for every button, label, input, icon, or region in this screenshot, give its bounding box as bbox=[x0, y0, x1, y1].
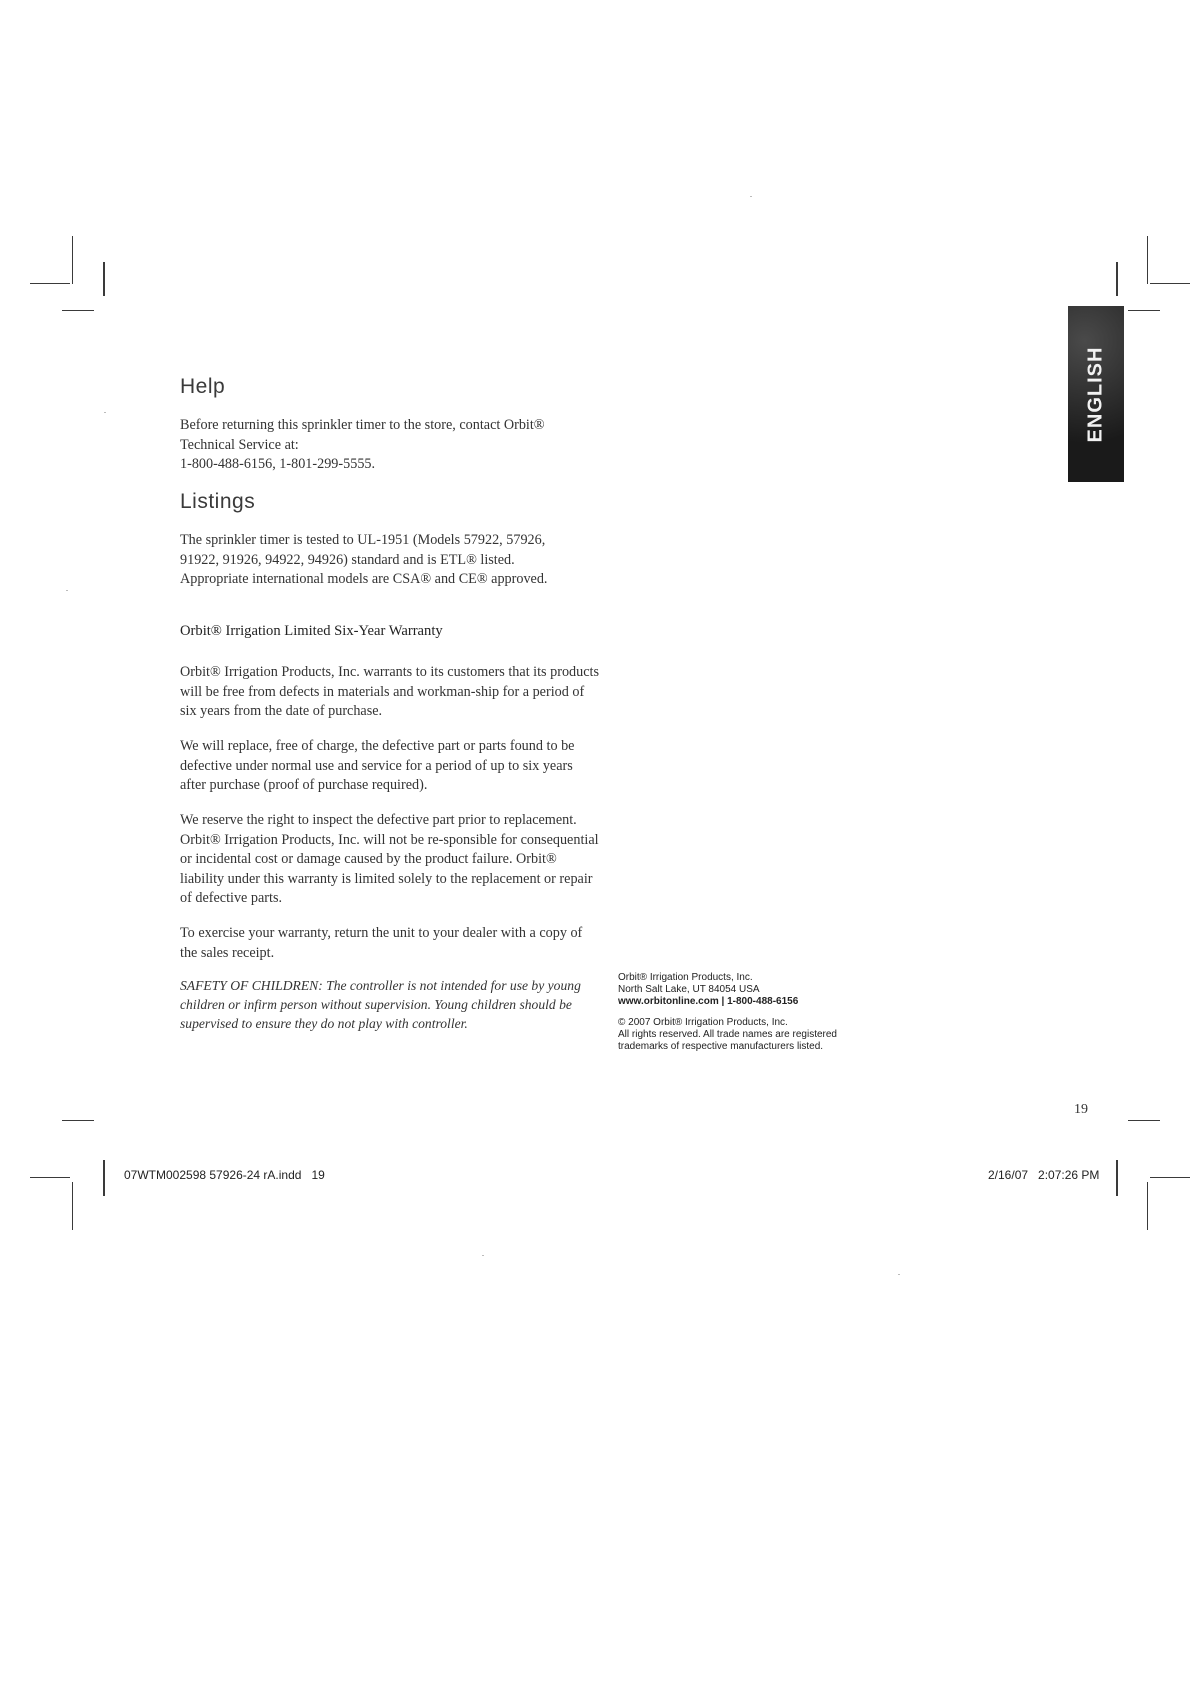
help-heading: Help bbox=[180, 375, 226, 398]
crop-mark bbox=[1150, 283, 1190, 284]
crop-mark bbox=[72, 236, 73, 284]
crop-mark bbox=[1150, 1177, 1190, 1178]
crop-mark bbox=[1147, 236, 1148, 284]
crop-mark bbox=[30, 283, 70, 284]
help-phone-numbers: 1-800-488-6156, 1-801-299-5555. bbox=[180, 456, 376, 472]
safety-note bbox=[180, 976, 600, 1033]
safety-lead: SAFETY OF CHILDREN: bbox=[180, 978, 323, 993]
listings-text: The sprinkler timer is tested to UL-1951 (Models 57922, 57926, 91922, 91926, 94922, 94926) standard and is ETL® listed. Appropriate international models are CSA® and CE® approved. bbox=[180, 532, 548, 587]
company-name: Orbit® Irrigation Products, Inc. bbox=[618, 972, 753, 983]
crop-mark bbox=[1116, 262, 1118, 296]
rights-line: All rights reserved. All trade names are registered bbox=[618, 1029, 837, 1040]
crop-mark bbox=[72, 1182, 73, 1230]
scan-speck bbox=[104, 412, 106, 413]
crop-mark bbox=[1116, 1160, 1118, 1196]
language-tab bbox=[1068, 306, 1124, 482]
rights-line: trademarks of respective manufacturers listed. bbox=[618, 1041, 824, 1052]
copyright: © 2007 Orbit® Irrigation Products, Inc. bbox=[618, 1017, 788, 1028]
file-slug: 07WTM002598 57926-24 rA.indd 19 bbox=[124, 1168, 325, 1182]
scan-speck bbox=[898, 1274, 900, 1275]
crop-mark bbox=[103, 262, 105, 296]
safety-text: The controller is not intended for use by young children or infirm person without supervision. Young children should be supervised to ensure they do not play with controller. bbox=[180, 978, 581, 1031]
language-tab-label: ENGLISH bbox=[1084, 346, 1107, 442]
help-line: Before returning this sprinkler timer to the store, contact Orbit® bbox=[180, 417, 545, 433]
crop-mark bbox=[103, 1160, 105, 1196]
warranty-paragraph: To exercise your warranty, return the unit to your dealer with a copy of the sales receipt. bbox=[180, 925, 583, 961]
crop-mark bbox=[62, 1120, 94, 1121]
help-line: Technical Service at: bbox=[180, 436, 299, 453]
help-text bbox=[180, 416, 620, 475]
crop-mark bbox=[1147, 1182, 1148, 1230]
warranty-paragraph: Orbit® Irrigation Products, Inc. warrants to its customers that its products will be free from defects in materials and workman-ship for a period of six years from the date of purchase. bbox=[180, 664, 599, 719]
crop-mark bbox=[1128, 310, 1160, 311]
listings-heading: Listings bbox=[180, 490, 256, 513]
warranty-paragraph: We reserve the right to inspect the defective part prior to replacement. Orbit® Irrigation Products, Inc. will not be re-sponsible for consequential or incidental cost or damage caused by the product failure. Orbit® liability under this warranty is limited solely to the replacement or repair of defective parts. bbox=[180, 812, 599, 906]
page-number: 19 bbox=[1074, 1102, 1088, 1117]
scan-speck bbox=[750, 196, 752, 197]
crop-mark bbox=[62, 310, 94, 311]
warranty-paragraph: We will replace, free of charge, the defective part or parts found to be defective under normal use and service for a period of up to six years after purchase (proof of purchase required). bbox=[180, 738, 575, 793]
crop-mark bbox=[30, 1177, 70, 1178]
company-address: North Salt Lake, UT 84054 USA bbox=[618, 984, 760, 995]
scan-speck bbox=[66, 590, 68, 591]
company-info bbox=[618, 972, 878, 1053]
crop-mark bbox=[1128, 1120, 1160, 1121]
company-web-phone: www.orbitonline.com | 1-800-488-6156 bbox=[618, 996, 799, 1007]
warranty-heading: Orbit® Irrigation Limited Six-Year Warranty bbox=[180, 623, 443, 639]
scan-speck bbox=[482, 1255, 484, 1256]
print-timestamp: 2/16/07 2:07:26 PM bbox=[988, 1168, 1100, 1182]
